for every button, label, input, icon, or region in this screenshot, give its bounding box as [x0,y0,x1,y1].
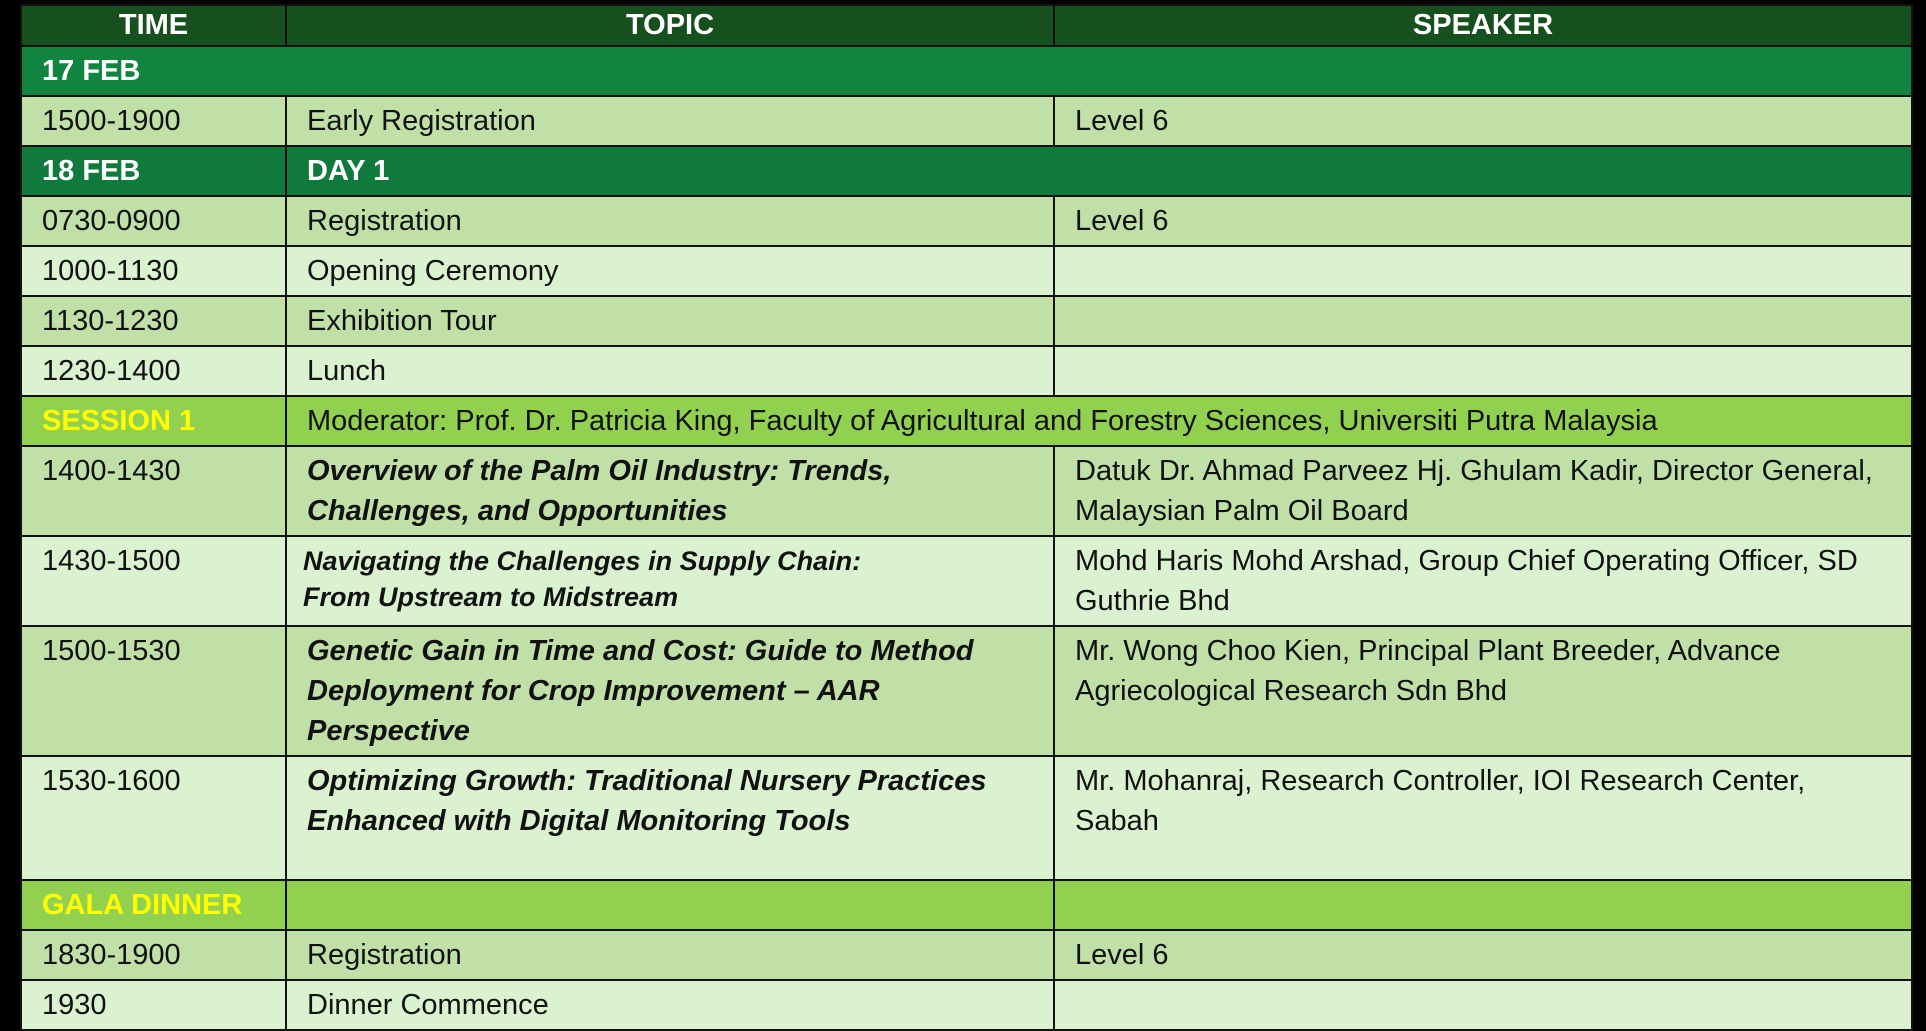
table-row [21,196,1912,246]
topic-cell [286,536,1054,626]
time-cell: 1830-1900 [21,930,286,980]
table-row [21,96,1912,146]
speaker-cell [1054,980,1912,1030]
speaker-cell [1054,346,1912,396]
day-label: DAY 1 [286,146,1912,196]
speaker-cell [1054,246,1912,296]
header-topic: TOPIC [286,5,1054,46]
time-cell: 0730-0900 [21,196,286,246]
session-label: GALA DINNER [21,880,286,930]
table-row [21,980,1912,1030]
agenda-table [20,4,1913,1031]
speaker-cell: Level 6 [1054,96,1912,146]
table-row [21,296,1912,346]
topic-cell: Registration [286,196,1054,246]
date-label: 18 FEB [21,146,286,196]
topic-cell [286,880,1054,930]
time-cell: 1500-1530 [21,626,286,756]
topic-cell: Lunch [286,346,1054,396]
topic-line: Navigating the Challenges in Supply Chain: [303,546,862,576]
table-row [21,626,1912,756]
session-row [21,880,1912,930]
topic-cell: Opening Ceremony [286,246,1054,296]
header-speaker: SPEAKER [1054,5,1912,46]
header-time: TIME [21,5,286,46]
topic-cell: Registration [286,930,1054,980]
date-row-17-feb [21,46,1912,96]
topic-cell: Overview of the Palm Oil Industry: Trends, Challenges, and Opportunities [286,446,1054,536]
table-row [21,930,1912,980]
time-cell: 1930 [21,980,286,1030]
topic-cell: Optimizing Growth: Traditional Nursery Practices Enhanced with Digital Monitoring Tools [286,756,1054,880]
date-row-18-feb [21,146,1912,196]
time-cell: 1430-1500 [21,536,286,626]
time-cell: 1000-1130 [21,246,286,296]
table-row [21,756,1912,880]
topic-cell: Dinner Commence [286,980,1054,1030]
moderator-cell: Moderator: Prof. Dr. Patricia King, Faculty of Agricultural and Forestry Sciences, Universiti Putra Malaysia [286,396,1912,446]
time-cell: 1130-1230 [21,296,286,346]
session-label: SESSION 1 [21,396,286,446]
speaker-cell: Level 6 [1054,930,1912,980]
speaker-cell: Mr. Mohanraj, Research Controller, IOI Research Center, Sabah [1054,756,1912,880]
speaker-cell: Datuk Dr. Ahmad Parveez Hj. Ghulam Kadir, Director General, Malaysian Palm Oil Board [1054,446,1912,536]
speaker-cell [1054,880,1912,930]
speaker-cell [1054,296,1912,346]
date-label: 17 FEB [21,46,1912,96]
speaker-cell: Mohd Haris Mohd Arshad, Group Chief Operating Officer, SD Guthrie Bhd [1054,536,1912,626]
speaker-cell: Level 6 [1054,196,1912,246]
table-row [21,246,1912,296]
speaker-cell: Mr. Wong Choo Kien, Principal Plant Breeder, Advance Agriecological Research Sdn Bhd [1054,626,1912,756]
header-row [21,5,1912,46]
table-row [21,446,1912,536]
table-row [21,536,1912,626]
topic-cell: Exhibition Tour [286,296,1054,346]
table-row [21,346,1912,396]
time-cell: 1530-1600 [21,756,286,880]
topic-line: From Upstream to Midstream [303,582,679,612]
time-cell: 1230-1400 [21,346,286,396]
time-cell: 1500-1900 [21,96,286,146]
topic-cell: Genetic Gain in Time and Cost: Guide to Method Deployment for Crop Improvement – AAR Perspective [286,626,1054,756]
session-row [21,396,1912,446]
topic-cell: Early Registration [286,96,1054,146]
time-cell: 1400-1430 [21,446,286,536]
